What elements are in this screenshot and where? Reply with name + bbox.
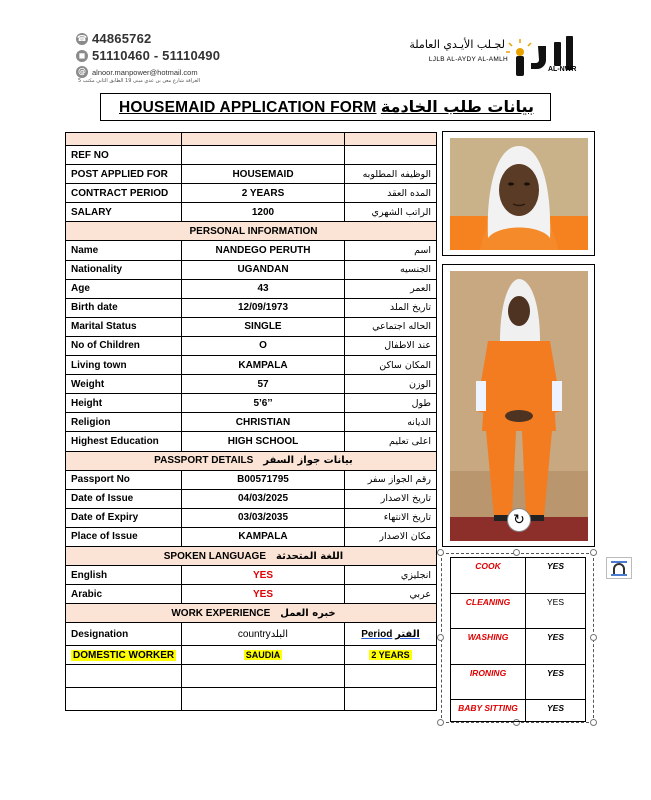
- row-value: 03/03/2035: [182, 508, 345, 527]
- row-label-ar: تاريخ الاصدار: [345, 489, 437, 508]
- row-label-ar: الوزن: [345, 375, 437, 394]
- blank-cell: [66, 133, 182, 146]
- skill-row: [451, 629, 586, 665]
- row-label-ar: اسم: [345, 241, 437, 260]
- designation-value: DOMESTIC WORKER: [73, 649, 175, 661]
- row-label-ar: العمر: [345, 279, 437, 298]
- experience-row-empty: [66, 665, 437, 688]
- row-value: B00571795: [182, 470, 345, 489]
- row-label-ar: الوظيفه المطلوبه: [345, 165, 437, 184]
- portrait-photo: [450, 138, 588, 250]
- row-label: Date of Issue: [66, 489, 182, 508]
- row-label-ar: تاريخ الانتهاء: [345, 508, 437, 527]
- table-row: [66, 413, 437, 432]
- section-heading: [66, 604, 437, 623]
- skill-name: CLEANING: [451, 593, 526, 629]
- row-value: 1200: [182, 203, 345, 222]
- blank-cell: [345, 688, 437, 711]
- blank-cell: [66, 665, 182, 688]
- section-heading-en: PASSPORT DETAILS: [154, 455, 254, 467]
- row-value: KAMPALA: [182, 356, 345, 375]
- col-country-ar: البلد: [270, 628, 289, 640]
- row-label-ar: مكان الاصدار: [345, 527, 437, 546]
- phone-main: 44865762: [92, 31, 152, 46]
- col-designation: Designation: [66, 623, 182, 646]
- experience-header-row: [66, 623, 437, 646]
- row-value: KAMPALA: [182, 527, 345, 546]
- col-period: [345, 623, 437, 646]
- table-row: [66, 298, 437, 317]
- section-heading: [66, 546, 437, 565]
- col-country: [182, 623, 345, 646]
- resize-handle[interactable]: [437, 634, 444, 641]
- table-row-salary: [66, 203, 437, 222]
- full-body-image: [450, 271, 588, 541]
- row-label-ar: عربي: [345, 585, 437, 604]
- skill-name: IRONING: [451, 664, 526, 700]
- experience-country: [182, 646, 345, 665]
- blank-cell: [182, 665, 345, 688]
- row-label: Passport No: [66, 470, 182, 489]
- full-body-photo-frame: [442, 264, 595, 547]
- row-value: 12/09/1973: [182, 298, 345, 317]
- experience-period: [345, 646, 437, 665]
- row-value: 57: [182, 375, 345, 394]
- row-value: UGANDAN: [182, 260, 345, 279]
- email: alnoor.manpower@hotmail.com: [92, 67, 198, 77]
- row-label-ar: الحاله اجتماعي: [345, 317, 437, 336]
- table-row: [66, 566, 437, 585]
- row-value: O: [182, 336, 345, 355]
- logo-name: AL-NWR: [548, 66, 577, 73]
- skill-name: BABY SITTING: [451, 700, 526, 722]
- full-body-photo: [450, 271, 588, 541]
- row-label: Age: [66, 279, 182, 298]
- table-row: [66, 508, 437, 527]
- table-row-ref-no: [66, 146, 437, 165]
- section-passport-details: [66, 451, 437, 470]
- section-spoken-language: [66, 546, 437, 565]
- row-value: YES: [182, 566, 345, 585]
- section-heading-en: WORK EXPERIENCE: [171, 607, 271, 619]
- row-label-ar: طول: [345, 394, 437, 413]
- row-label: No of Children: [66, 336, 182, 355]
- col-period-ar: الفتر: [395, 628, 420, 640]
- logo-latin-text: LJLB AL-AYDY AL-AMLH: [428, 56, 508, 63]
- skill-value: YES: [526, 593, 586, 629]
- table-row: [66, 317, 437, 336]
- section-work-experience: [66, 604, 437, 623]
- section-heading-ar: اللغة المتحدثة: [276, 550, 344, 562]
- portrait-photo-frame: [442, 131, 595, 256]
- row-value: 04/03/2025: [182, 489, 345, 508]
- table-row: [66, 260, 437, 279]
- row-label: SALARY: [66, 203, 182, 222]
- mobile-icon: ◼: [76, 50, 88, 62]
- layout-options-button[interactable]: [606, 557, 632, 579]
- phone-alt: 51110460 - 51110490: [92, 48, 221, 63]
- row-label: Marital Status: [66, 317, 182, 336]
- blank-cell: [345, 665, 437, 688]
- section-personal-info: [66, 222, 437, 241]
- skill-row: [451, 700, 586, 722]
- table-row-post: [66, 165, 437, 184]
- row-label-ar: الجنسيه: [345, 260, 437, 279]
- phone-alt-row: [76, 48, 220, 63]
- table-row: [66, 432, 437, 451]
- skill-name: WASHING: [451, 629, 526, 665]
- blank-cell: [182, 688, 345, 711]
- row-value: CHRISTIAN: [182, 413, 345, 432]
- resize-handle[interactable]: [590, 634, 597, 641]
- table-row: [66, 394, 437, 413]
- form-title-box: [100, 93, 551, 121]
- phone-icon: ☎: [77, 33, 87, 43]
- email-row: [76, 66, 198, 78]
- section-heading: PERSONAL INFORMATION: [66, 222, 437, 241]
- section-heading-en: SPOKEN LANGUAGE: [163, 550, 266, 562]
- experience-row: [66, 646, 437, 665]
- skill-name: COOK: [451, 558, 526, 594]
- row-label: REF NO: [66, 146, 182, 165]
- row-value: 5’6’’: [182, 394, 345, 413]
- section-heading-ar: بيانات جواز السفر: [263, 455, 353, 467]
- row-label-ar: المكان ساكن: [345, 356, 437, 375]
- form-title-en: HOUSEMAID APPLICATION FORM: [119, 99, 377, 116]
- resize-handle[interactable]: [437, 719, 444, 726]
- section-heading-ar: خبره العمل: [280, 607, 336, 619]
- row-label-ar: اعلى تعليم: [345, 432, 437, 451]
- row-label: Birth date: [66, 298, 182, 317]
- skill-value: YES: [526, 664, 586, 700]
- row-label: Height: [66, 394, 182, 413]
- skill-value: YES: [526, 629, 586, 665]
- row-value: YES: [182, 585, 345, 604]
- phone-main-row: [76, 31, 151, 46]
- row-label: Nationality: [66, 260, 182, 279]
- table-row: [66, 585, 437, 604]
- row-value: NANDEGO PERUTH: [182, 241, 345, 260]
- table-header-row: [66, 133, 437, 146]
- table-row: [66, 241, 437, 260]
- form-title-ar: بيانات طلب الخادمة: [380, 97, 534, 116]
- section-heading: [66, 451, 437, 470]
- row-value: HOUSEMAID: [182, 165, 345, 184]
- country-value: SAUDIA: [245, 649, 281, 660]
- table-row: [66, 489, 437, 508]
- row-value: [182, 146, 345, 165]
- row-label: Highest Education: [66, 432, 182, 451]
- row-label: Arabic: [66, 585, 182, 604]
- layout-options-icon: [607, 558, 631, 578]
- application-form-table: [65, 132, 437, 711]
- row-label-ar: انجليزي: [345, 566, 437, 585]
- row-label: Weight: [66, 375, 182, 394]
- col-period-en: Period: [361, 628, 393, 640]
- table-row: [66, 527, 437, 546]
- blank-cell: [66, 688, 182, 711]
- row-label: Place of Issue: [66, 527, 182, 546]
- resize-handle[interactable]: [590, 719, 597, 726]
- row-label: Living town: [66, 356, 182, 375]
- experience-designation: [66, 646, 182, 665]
- skills-table: [450, 557, 586, 722]
- table-row: [66, 375, 437, 394]
- logo-arabic-text: لجـلب الأيـدي العاملة: [409, 38, 505, 51]
- blank-cell: [182, 133, 345, 146]
- row-label: Religion: [66, 413, 182, 432]
- row-label-ar: تاريخ الملد: [345, 298, 437, 317]
- table-row: [66, 470, 437, 489]
- blank-cell: [345, 133, 437, 146]
- email-icon: @: [78, 67, 86, 76]
- table-row-contract: [66, 184, 437, 203]
- row-label-ar: [345, 146, 437, 165]
- row-label: POST APPLIED FOR: [66, 165, 182, 184]
- portrait-image: [450, 138, 588, 250]
- resize-handle[interactable]: [437, 549, 444, 556]
- skill-value: YES: [526, 700, 586, 722]
- row-label: Date of Expiry: [66, 508, 182, 527]
- row-label: CONTRACT PERIOD: [66, 184, 182, 203]
- rotate-handle-icon[interactable]: ↻: [507, 508, 531, 532]
- row-value: HIGH SCHOOL: [182, 432, 345, 451]
- row-label: English: [66, 566, 182, 585]
- resize-handle[interactable]: [590, 549, 597, 556]
- col-country-en: country: [237, 628, 271, 640]
- row-label-ar: رقم الجواز سفر: [345, 470, 437, 489]
- row-label-ar: الديانه: [345, 413, 437, 432]
- table-row: [66, 356, 437, 375]
- skill-row: [451, 593, 586, 629]
- row-label-ar: الراتب الشهري: [345, 203, 437, 222]
- office-address: الغرافة شارع معن بن عدي مبنى 19 الطابق الثاني مكتب 5: [78, 78, 201, 84]
- row-label-ar: عند الاطفال: [345, 336, 437, 355]
- period-value: 2 YEARS: [371, 649, 410, 660]
- skill-value: YES: [526, 558, 586, 594]
- row-value: SINGLE: [182, 317, 345, 336]
- row-value: 2 YEARS: [182, 184, 345, 203]
- skill-row: [451, 664, 586, 700]
- table-row: [66, 279, 437, 298]
- row-label: Name: [66, 241, 182, 260]
- row-value: 43: [182, 279, 345, 298]
- row-label-ar: المده العقد: [345, 184, 437, 203]
- experience-row-empty: [66, 688, 437, 711]
- resize-handle[interactable]: [513, 549, 520, 556]
- table-row: [66, 336, 437, 355]
- skill-row: [451, 558, 586, 594]
